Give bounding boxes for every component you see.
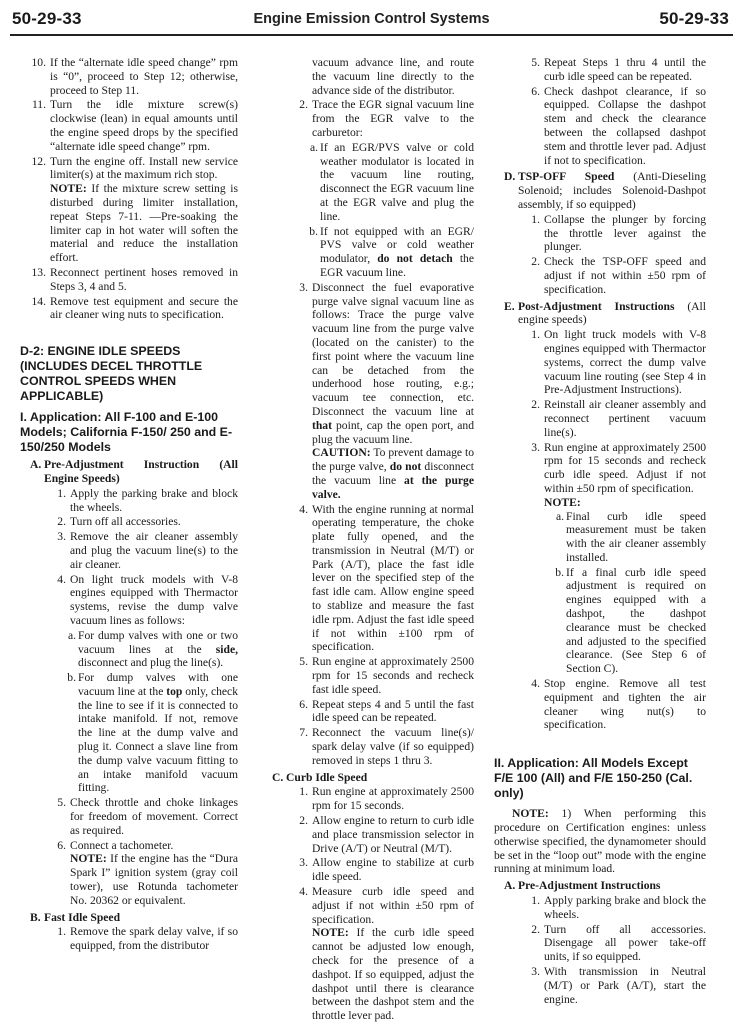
step-b3-caution: CAUTION: To prevent damage to the purge valve, do not disconnect the vacuum line at the purge valve. bbox=[312, 446, 474, 501]
column-3 bbox=[494, 56, 706, 1007]
step-a4: 4. On light truck models with V-8 engines equipped with Thermactor systems, revise the dump valve vacuum lines as follows: bbox=[57, 572, 238, 627]
step-a6: 6. Connect a tachometer. NOTE: If the engine has the “Dura Spark I” ignition system (gray coil tower), use Rotunda tachometer No. 20362 or equivalent. bbox=[57, 838, 238, 907]
step-12: 12. Turn the engine off. Install new service limiter(s) at the maximum rich stop. NOTE: If the mixture screw setting is disturbed during limiter installation, repeat Steps 7-11. —Pre-soaking the limiter cap in hot water will soften the material and reduce the installation effort. bbox=[31, 154, 238, 265]
step-a5: 5. Check throttle and choke linkages for freedom of movement. Correct as required. bbox=[57, 796, 238, 837]
step-a3: 3. Remove the air cleaner assembly and plug the vacuum line(s) to the air cleaner. bbox=[57, 530, 238, 571]
step-b7: 7. Reconnect the vacuum line(s)/ spark delay valve (if so equipped) removed in steps 1 thru 3. bbox=[299, 726, 474, 767]
step-ii-a3: 3. With transmission in Neutral (M/T) or Park (A/T), start the engine. bbox=[531, 965, 706, 1006]
step-b1: 1. Remove the spark delay valve, if so equipped, from the distributor bbox=[57, 925, 238, 953]
step-d2: 2. Check the TSP-OFF speed and adjust if not within ±50 rpm of specification. bbox=[531, 255, 706, 296]
application-ii-note: NOTE: 1) When performing this procedure on Certification engines: unless otherwise specified, the dynamometer should be set in the “loop out” mode with the engine running at minimum load. bbox=[494, 807, 706, 876]
column-1 bbox=[20, 56, 238, 954]
step-b2b: b. If not equipped with an EGR/ PVS valve or cold weather modulator, do not detach the EGR vacuum line. bbox=[309, 224, 474, 279]
header-rule bbox=[10, 34, 733, 36]
step-14: 14. Remove test equipment and secure the air cleaner wing nuts to specification. bbox=[31, 294, 238, 322]
step-a4a: a. For dump valves with one or two vacuum lines at the side, disconnect and plug the line(s). bbox=[67, 628, 238, 670]
heading-a-pre-adjustment: A. Pre-Adjustment Instruction (All Engine Speeds) bbox=[30, 458, 238, 485]
step-e3-note-a: a. Final curb idle speed measurement must be taken with the air cleaner assembly installed. bbox=[555, 509, 706, 564]
step-ii-a2: 2. Turn off all accessories. Disengage all power take-off units, if so equipped. bbox=[531, 922, 706, 964]
step-11: 11. Turn the idle mixture screw(s) clockwise (lean) in equal amounts until the engine speed drops by the specified “alternate idle speed change” rpm. bbox=[31, 98, 238, 153]
step-e3-note-label: NOTE: bbox=[544, 495, 581, 509]
step-e2: 2. Reinstall air cleaner assembly and reconnect pertinent vacuum line(s). bbox=[531, 398, 706, 439]
step-b6: 6. Repeat steps 4 and 5 until the fast idle speed can be repeated. bbox=[299, 697, 474, 725]
step-b5: 5. Run engine at approximately 2500 rpm for 15 seconds and recheck fast idle speed. bbox=[299, 655, 474, 696]
step-b2a: a. If an EGR/PVS valve or cold weather modulator is located in the vacuum line routing, disconnect the EGR vacuum line at the EGR valve and plug the line. bbox=[309, 140, 474, 223]
step-a6-note: NOTE: If the engine has the “Dura Spark I” ignition system (gray coil tower), use Rotunda tachometer No. 20362 or equivalent. bbox=[70, 852, 238, 907]
step-b2: 2. Trace the EGR signal vacuum line from the EGR valve to the carburetor: bbox=[299, 98, 474, 139]
step-c1: 1. Run engine at approximately 2500 rpm for 15 seconds. bbox=[299, 785, 474, 813]
step-a4b: b. For dump valves with one vacuum line at the top only, check the line to see if it is connected to intake manifold. If not, remove the line at the dump valve and plug it. Connect a slave line from the dump valve vacuum fitting to an intake manifold vacuum fitting. bbox=[67, 671, 238, 795]
step-a2: 2. Turn off all accessories. bbox=[57, 515, 181, 529]
heading-ii-a-pre-adjustment: A. Pre-Adjustment Instructions bbox=[504, 879, 661, 893]
step-e3: 3. Run engine at approximately 2500 rpm for 15 seconds and recheck curb idle speed. Adjust if not within ±50 rpm of specification. NOTE: a. Final curb idle speed measurement must be taken with the air cleaner assembly installed. b. If a final curb idle speed adjustment is required on engines equipped with a dashpot, the dashpot clearance must be checked and adjusted to the specified clearance. (See Step 6 of Section C). bbox=[531, 440, 706, 676]
step-b4: 4. With the engine running at normal operating temperature, the choke plate fully opened, and the transmission in Neutral (M/T) or Park (A/T), place the fast idle lever on the specified step of the fast idle cam. Allow engine speed to stablize and measure the fast idle rpm. Adjust the fast idle speed if not within ±100 rpm of specification. bbox=[299, 502, 474, 654]
page-number-right: 50-29-33 bbox=[659, 9, 729, 28]
heading-e-post-adjustment: E. Post-Adjustment Instructions (All engine speeds) bbox=[504, 299, 706, 327]
step-b1-continued: vacuum advance line, and route the vacuum line directly to the advance side of the distributor. bbox=[312, 56, 474, 97]
step-e1: 1. On light truck models with V-8 engines equipped with Thermactor systems, correct the dump valve vacuum line routing (see Step 4 in Pre-Adjustment Instructions). bbox=[531, 328, 706, 397]
step-12-note: NOTE: If the mixture screw setting is disturbed during limiter installation, repeat Steps 7-11. —Pre-soaking the limiter cap in hot water will soften the material and reduce the installation effort. bbox=[50, 182, 238, 265]
step-c4-note: NOTE: If the curb idle speed cannot be adjusted low enough, check for the presence of a dashpot. If so equipped, adjust the dashpot until there is clearance between the dashpot stem and the throttle lever pad. bbox=[312, 926, 474, 1023]
section-d2-heading: D-2: ENGINE IDLE SPEEDS (INCLUDES DECEL THROTTLE CONTROL SPEEDS WHEN APPLICABLE) bbox=[20, 344, 203, 404]
heading-b-fast-idle: B. Fast Idle Speed bbox=[30, 910, 121, 924]
step-a1: 1. Apply the parking brake and block the wheels. bbox=[57, 486, 238, 514]
step-e3-note-b: b. If a final curb idle speed adjustment is required on engines equipped with a dashpot, the dashpot clearance must be checked and adjusted to the specified clearance. (See Step 6 of Section C). bbox=[555, 565, 706, 676]
step-ii-a1: 1. Apply parking brake and block the wheels. bbox=[531, 894, 706, 921]
page-number-left: 50-29-33 bbox=[12, 9, 82, 28]
step-c5: 5. Repeat Steps 1 thru 4 until the curb idle speed can be repeated. bbox=[531, 56, 706, 83]
step-c4: 4. Measure curb idle speed and adjust if not within ±50 rpm of specification. NOTE: If the curb idle speed cannot be adjusted low enough, check for the presence of a dashpot. If so equipped, adjust the dashpot until there is clearance between the dashpot stem and the throttle lever pad. bbox=[299, 885, 474, 1023]
application-i-heading: I. Application: All F-100 and E-100 Models; California F-150/ 250 and E-150/250 Models bbox=[20, 410, 233, 455]
step-b3: 3. Disconnect the fuel evaporative purge valve signal vacuum line as follows: Trace the purge valve vacuum line from the purge valve (located on the canister) to the first point where the vacuum line can be detached from the underhood hose routing, e.g.; vacuum tee connection, etc. Disconnect the vacuum line at that point, cap the open port, and plug the vacuum line. CAUTION: To prevent damage to the purge valve, do not disconnect the vacuum line at the purge valve. bbox=[299, 280, 474, 501]
step-e4: 4. Stop engine. Remove all test equipment and tighten the air cleaner wing nut(s) to specification. bbox=[531, 677, 706, 732]
heading-c-curb-idle: C. Curb Idle Speed bbox=[272, 770, 368, 784]
step-13: 13. Reconnect pertinent hoses removed in Steps 3, 4 and 5. bbox=[31, 265, 238, 293]
step-10: 10. If the “alternate idle speed change” rpm is “0”, proceed to Step 12; otherwise, proceed to Step 11. bbox=[31, 56, 238, 97]
column-2 bbox=[262, 56, 474, 1024]
application-ii-heading: II. Application: All Models Except F/E 100 (All) and F/E 150-250 (Cal. only) bbox=[494, 756, 693, 801]
step-c2: 2. Allow engine to return to curb idle and place transmission selector in Drive (A/T) or Neutral (M/T). bbox=[299, 814, 474, 855]
page-header bbox=[0, 0, 743, 34]
step-d1: 1. Collapse the plunger by forcing the throttle lever against the plunger. bbox=[531, 212, 706, 254]
heading-d-tsp-off: D. TSP-OFF Speed (Anti-Dieseling Solenoid; includes Solenoid-Dashpot assembly, if so equipped) bbox=[504, 170, 706, 211]
step-c3: 3. Allow engine to stabilize at curb idle speed. bbox=[299, 856, 474, 884]
page-title: Engine Emission Control Systems bbox=[253, 11, 490, 27]
step-c6: 6. Check dashpot clearance, if so equipped. Collapse the dashpot stem and check the clearance between the collapsed dashpot stem and throttle lever pad. Adjust if not to specification. bbox=[531, 84, 706, 167]
